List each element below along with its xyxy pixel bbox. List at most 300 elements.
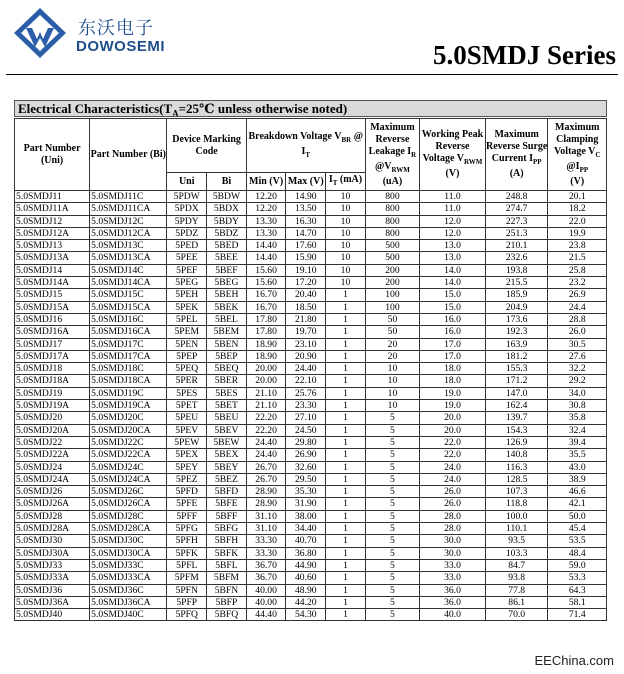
- table-cell: 15.0: [420, 289, 486, 301]
- table-cell: 21.80: [286, 313, 326, 325]
- table-cell: 126.9: [485, 436, 548, 448]
- table-cell: 5BEU: [207, 412, 247, 424]
- table-row: [15, 252, 607, 264]
- table-cell: 1: [326, 535, 366, 547]
- table-cell: 5PEZ: [167, 473, 207, 485]
- table-cell: 18.0: [420, 375, 486, 387]
- table-cell: 10: [326, 240, 366, 252]
- table-cell: 5.0SMDJ12A: [15, 227, 90, 239]
- table-cell: 15.90: [286, 252, 326, 264]
- table-cell: 5: [365, 412, 419, 424]
- table-cell: 26.0: [548, 326, 607, 338]
- table-cell: 10: [326, 277, 366, 289]
- table-cell: 39.4: [548, 436, 607, 448]
- table-cell: 5BES: [207, 387, 247, 399]
- header-breakdown: Breakdown Voltage $V_{BR}$ @ $I_T$: [246, 119, 365, 173]
- table-cell: 5.0SMDJ26C: [90, 486, 167, 498]
- table-cell: 18.2: [548, 203, 607, 215]
- table-cell: 232.6: [485, 252, 548, 264]
- table-cell: 154.3: [485, 424, 548, 436]
- table-row: [15, 227, 607, 239]
- table-row: [15, 240, 607, 252]
- table-cell: 800: [365, 227, 419, 239]
- table-cell: 20: [365, 350, 419, 362]
- table-cell: 5BEL: [207, 313, 247, 325]
- table-cell: 5.0SMDJ33: [15, 559, 90, 571]
- table-cell: 5.0SMDJ26CA: [90, 498, 167, 510]
- table-row: [15, 191, 607, 203]
- table-cell: 5.0SMDJ20C: [90, 412, 167, 424]
- table-cell: 5: [365, 449, 419, 461]
- table-cell: 86.1: [485, 596, 548, 608]
- table-row: [15, 215, 607, 227]
- table-cell: 100.0: [485, 510, 548, 522]
- table-cell: 5BEV: [207, 424, 247, 436]
- table-cell: 5.0SMDJ14CA: [90, 277, 167, 289]
- table-cell: 274.7: [485, 203, 548, 215]
- table-row: [15, 313, 607, 325]
- table-cell: 5.0SMDJ40: [15, 609, 90, 621]
- header-part-bi: Part Number (Bi): [90, 119, 167, 191]
- table-cell: 5.0SMDJ16CA: [90, 326, 167, 338]
- table-cell: 5.0SMDJ26A: [15, 498, 90, 510]
- table-cell: 26.70: [246, 461, 286, 473]
- table-cell: 103.3: [485, 547, 548, 559]
- table-cell: 16.70: [246, 301, 286, 313]
- table-cell: 18.0: [420, 363, 486, 375]
- table-row: [15, 572, 607, 584]
- table-cell: 5.0SMDJ15CA: [90, 301, 167, 313]
- table-cell: 22.20: [246, 424, 286, 436]
- table-cell: 5BFG: [207, 523, 247, 535]
- table-cell: 5.0SMDJ22CA: [90, 449, 167, 461]
- table-cell: 33.30: [246, 547, 286, 559]
- table-cell: 5.0SMDJ17C: [90, 338, 167, 350]
- table-cell: 5BDW: [207, 191, 247, 203]
- table-cell: 64.3: [548, 584, 607, 596]
- table-cell: 5: [365, 559, 419, 571]
- table-cell: 5PEQ: [167, 363, 207, 375]
- table-cell: 5PEW: [167, 436, 207, 448]
- table-cell: 5BEF: [207, 264, 247, 276]
- table-cell: 1: [326, 584, 366, 596]
- table-cell: 12.20: [246, 203, 286, 215]
- table-cell: 59.0: [548, 559, 607, 571]
- table-cell: 5.0SMDJ13A: [15, 252, 90, 264]
- table-cell: 35.5: [548, 449, 607, 461]
- table-cell: 5PEX: [167, 449, 207, 461]
- table-cell: 5PER: [167, 375, 207, 387]
- table-cell: 14.40: [246, 252, 286, 264]
- table-cell: 5PEV: [167, 424, 207, 436]
- table-cell: 5.0SMDJ15A: [15, 301, 90, 313]
- table-cell: 24.50: [286, 424, 326, 436]
- table-cell: 5.0SMDJ12: [15, 215, 90, 227]
- table-cell: 227.3: [485, 215, 548, 227]
- table-row: [15, 264, 607, 276]
- table-cell: 30.5: [548, 338, 607, 350]
- table-cell: 5.0SMDJ19C: [90, 387, 167, 399]
- table-row: [15, 375, 607, 387]
- electrical-characteristics-table: [14, 118, 607, 621]
- table-cell: 100: [365, 301, 419, 313]
- table-cell: 14.0: [420, 277, 486, 289]
- table-cell: 10: [365, 387, 419, 399]
- table-cell: 5BDX: [207, 203, 247, 215]
- table-cell: 5BFE: [207, 498, 247, 510]
- table-cell: 34.0: [548, 387, 607, 399]
- table-cell: 5BEN: [207, 338, 247, 350]
- table-cell: 5BFP: [207, 596, 247, 608]
- table-cell: 93.5: [485, 535, 548, 547]
- table-cell: 800: [365, 191, 419, 203]
- table-cell: 5.0SMDJ19: [15, 387, 90, 399]
- table-cell: 21.10: [246, 387, 286, 399]
- table-cell: 5.0SMDJ18CA: [90, 375, 167, 387]
- table-cell: 32.2: [548, 363, 607, 375]
- table-cell: 200: [365, 277, 419, 289]
- table-cell: 50.0: [548, 510, 607, 522]
- table-cell: 1: [326, 559, 366, 571]
- table-cell: 10: [326, 203, 366, 215]
- table-cell: 1: [326, 498, 366, 510]
- table-cell: 16.0: [420, 313, 486, 325]
- table-cell: 20.00: [246, 375, 286, 387]
- table-cell: 22.0: [548, 215, 607, 227]
- table-cell: 44.40: [246, 609, 286, 621]
- table-cell: 28.90: [246, 486, 286, 498]
- table-cell: 40.70: [286, 535, 326, 547]
- table-cell: 5BEX: [207, 449, 247, 461]
- table-cell: 13.30: [246, 215, 286, 227]
- table-cell: 17.60: [286, 240, 326, 252]
- table-cell: 19.10: [286, 264, 326, 276]
- table-row: [15, 424, 607, 436]
- table-cell: 19.70: [286, 326, 326, 338]
- table-cell: 5.0SMDJ30A: [15, 547, 90, 559]
- table-cell: 43.0: [548, 461, 607, 473]
- table-cell: 36.80: [286, 547, 326, 559]
- table-cell: 28.0: [420, 523, 486, 535]
- table-cell: 5BEQ: [207, 363, 247, 375]
- table-cell: 200: [365, 264, 419, 276]
- table-cell: 10: [326, 264, 366, 276]
- table-cell: 19.9: [548, 227, 607, 239]
- table-cell: 5.0SMDJ26: [15, 486, 90, 498]
- table-cell: 5.0SMDJ14A: [15, 277, 90, 289]
- table-cell: 800: [365, 215, 419, 227]
- table-cell: 5BED: [207, 240, 247, 252]
- table-cell: 23.8: [548, 240, 607, 252]
- table-cell: 32.4: [548, 424, 607, 436]
- table-cell: 5: [365, 498, 419, 510]
- table-row: [15, 387, 607, 399]
- table-row: [15, 473, 607, 485]
- table-cell: 17.20: [286, 277, 326, 289]
- table-cell: 1: [326, 363, 366, 375]
- table-cell: 13.50: [286, 203, 326, 215]
- table-cell: 5: [365, 584, 419, 596]
- table-cell: 23.30: [286, 400, 326, 412]
- table-cell: 5: [365, 461, 419, 473]
- table-cell: 110.1: [485, 523, 548, 535]
- table-row: [15, 203, 607, 215]
- table-cell: 5: [365, 547, 419, 559]
- table-cell: 20.1: [548, 191, 607, 203]
- table-cell: 5.0SMDJ24A: [15, 473, 90, 485]
- dowosemi-logo-icon: [12, 6, 68, 60]
- table-cell: 118.8: [485, 498, 548, 510]
- table-cell: 5BEK: [207, 301, 247, 313]
- header-marking-bi: Bi: [207, 173, 247, 191]
- table-cell: 50: [365, 326, 419, 338]
- table-cell: 1: [326, 436, 366, 448]
- table-cell: 5BEZ: [207, 473, 247, 485]
- table-cell: 1: [326, 424, 366, 436]
- table-cell: 5: [365, 510, 419, 522]
- table-cell: 1: [326, 510, 366, 522]
- table-cell: 5: [365, 436, 419, 448]
- table-cell: 248.8: [485, 191, 548, 203]
- watermark: EEChina.com: [534, 653, 614, 668]
- table-row: [15, 400, 607, 412]
- table-cell: 5.0SMDJ12CA: [90, 227, 167, 239]
- table-cell: 5PEU: [167, 412, 207, 424]
- table-cell: 5.0SMDJ20A: [15, 424, 90, 436]
- table-cell: 1: [326, 523, 366, 535]
- table-cell: 5BFK: [207, 547, 247, 559]
- table-cell: 50: [365, 313, 419, 325]
- table-cell: 5BEE: [207, 252, 247, 264]
- table-cell: 70.0: [485, 609, 548, 621]
- table-cell: 5PDW: [167, 191, 207, 203]
- table-cell: 5BFH: [207, 535, 247, 547]
- table-cell: 28.90: [246, 498, 286, 510]
- table-cell: 1: [326, 596, 366, 608]
- table-row: [15, 510, 607, 522]
- table-cell: 14.0: [420, 264, 486, 276]
- table-cell: 5.0SMDJ14C: [90, 264, 167, 276]
- table-cell: 5.0SMDJ22: [15, 436, 90, 448]
- section-title: Electrical $Characteristics(T_A=25℃$ unless otherwise noted): [14, 100, 607, 117]
- table-cell: 20.0: [420, 412, 486, 424]
- table-cell: 5.0SMDJ33CA: [90, 572, 167, 584]
- header-it: $I_T$ (mA): [326, 173, 366, 191]
- table-cell: 12.0: [420, 227, 486, 239]
- table-cell: 5: [365, 572, 419, 584]
- table-cell: 5BFL: [207, 559, 247, 571]
- table-cell: 5.0SMDJ22A: [15, 449, 90, 461]
- table-cell: 17.80: [246, 313, 286, 325]
- table-cell: 5PEF: [167, 264, 207, 276]
- table-cell: 30.0: [420, 547, 486, 559]
- table-cell: 14.90: [286, 191, 326, 203]
- table-cell: 24.40: [246, 436, 286, 448]
- table-cell: 30.0: [420, 535, 486, 547]
- table-cell: 14.70: [286, 227, 326, 239]
- table-cell: 5BDY: [207, 215, 247, 227]
- table-cell: 193.8: [485, 264, 548, 276]
- table-cell: 5PEH: [167, 289, 207, 301]
- table-cell: 5: [365, 473, 419, 485]
- table-row: [15, 486, 607, 498]
- table-cell: 1: [326, 572, 366, 584]
- table-cell: 5.0SMDJ13C: [90, 240, 167, 252]
- table-cell: 29.2: [548, 375, 607, 387]
- table-cell: 17.0: [420, 338, 486, 350]
- table-row: [15, 449, 607, 461]
- table-cell: 27.10: [286, 412, 326, 424]
- table-cell: 5PFF: [167, 510, 207, 522]
- table-cell: 1: [326, 400, 366, 412]
- table-cell: 5PEP: [167, 350, 207, 362]
- table-cell: 29.80: [286, 436, 326, 448]
- table-cell: 5.0SMDJ16A: [15, 326, 90, 338]
- table-cell: 23.2: [548, 277, 607, 289]
- table-cell: 31.90: [286, 498, 326, 510]
- table-cell: 5.0SMDJ13CA: [90, 252, 167, 264]
- table-cell: 5: [365, 424, 419, 436]
- table-cell: 204.9: [485, 301, 548, 313]
- table-cell: 45.4: [548, 523, 607, 535]
- table-cell: 17.0: [420, 350, 486, 362]
- table-cell: 5.0SMDJ14: [15, 264, 90, 276]
- table-cell: 13.0: [420, 252, 486, 264]
- table-cell: 5.0SMDJ33C: [90, 559, 167, 571]
- table-cell: 5BER: [207, 375, 247, 387]
- table-cell: 5.0SMDJ12C: [90, 215, 167, 227]
- table-row: [15, 584, 607, 596]
- table-cell: 5.0SMDJ16C: [90, 313, 167, 325]
- table-cell: 5.0SMDJ11C: [90, 191, 167, 203]
- table-cell: 5.0SMDJ28A: [15, 523, 90, 535]
- table-cell: 30.8: [548, 400, 607, 412]
- table-cell: 5.0SMDJ28: [15, 510, 90, 522]
- table-cell: 100: [365, 289, 419, 301]
- table-cell: 5.0SMDJ20CA: [90, 424, 167, 436]
- table-cell: 5BFM: [207, 572, 247, 584]
- table-cell: 53.3: [548, 572, 607, 584]
- table-cell: 5.0SMDJ28C: [90, 510, 167, 522]
- table-cell: 26.9: [548, 289, 607, 301]
- table-cell: 10: [326, 252, 366, 264]
- table-cell: 5.0SMDJ11A: [15, 203, 90, 215]
- table-cell: 5PDX: [167, 203, 207, 215]
- table-cell: 5.0SMDJ18A: [15, 375, 90, 387]
- table-cell: 28.0: [420, 510, 486, 522]
- table-cell: 5BEW: [207, 436, 247, 448]
- table-cell: 5.0SMDJ18: [15, 363, 90, 375]
- table-cell: 35.8: [548, 412, 607, 424]
- table-cell: 16.30: [286, 215, 326, 227]
- table-cell: 10: [365, 363, 419, 375]
- table-cell: 42.1: [548, 498, 607, 510]
- table-cell: 93.8: [485, 572, 548, 584]
- header-part-uni: Part Number (Uni): [15, 119, 90, 191]
- table-cell: 5.0SMDJ11: [15, 191, 90, 203]
- table-cell: 19.0: [420, 387, 486, 399]
- table-row: [15, 523, 607, 535]
- table-cell: 5.0SMDJ36A: [15, 596, 90, 608]
- table-cell: 26.0: [420, 498, 486, 510]
- table-cell: 5PEG: [167, 277, 207, 289]
- table-cell: 40.00: [246, 596, 286, 608]
- table-cell: 5PFD: [167, 486, 207, 498]
- table-cell: 10: [326, 215, 366, 227]
- table-cell: 44.90: [286, 559, 326, 571]
- table-cell: 5BFQ: [207, 609, 247, 621]
- table-cell: 5BFD: [207, 486, 247, 498]
- table-cell: 1: [326, 313, 366, 325]
- table-cell: 13.0: [420, 240, 486, 252]
- table-row: [15, 559, 607, 571]
- table-cell: 1: [326, 350, 366, 362]
- table-cell: 5PEY: [167, 461, 207, 473]
- table-cell: 1: [326, 289, 366, 301]
- table-cell: 15.60: [246, 277, 286, 289]
- table-cell: 181.2: [485, 350, 548, 362]
- table-cell: 1: [326, 412, 366, 424]
- table-cell: 107.3: [485, 486, 548, 498]
- table-cell: 24.4: [548, 301, 607, 313]
- table-row: [15, 609, 607, 621]
- table-row: [15, 596, 607, 608]
- table-cell: 1: [326, 301, 366, 313]
- table-cell: 36.0: [420, 596, 486, 608]
- table-cell: 15.60: [246, 264, 286, 276]
- table-cell: 31.10: [246, 523, 286, 535]
- table-cell: 17.80: [246, 326, 286, 338]
- table-cell: 54.30: [286, 609, 326, 621]
- table-row: [15, 338, 607, 350]
- table-cell: 210.1: [485, 240, 548, 252]
- table-cell: 40.60: [286, 572, 326, 584]
- table-cell: 5BET: [207, 400, 247, 412]
- table-cell: 34.40: [286, 523, 326, 535]
- table-cell: 1: [326, 486, 366, 498]
- table-cell: 24.0: [420, 461, 486, 473]
- table-cell: 1: [326, 326, 366, 338]
- table-cell: 21.10: [246, 400, 286, 412]
- table-cell: 20.00: [246, 363, 286, 375]
- table-cell: 58.1: [548, 596, 607, 608]
- header-leakage: Maximum Reverse Leakage $I_R$ $@V_{RWM}$ (uA): [365, 119, 419, 191]
- table-cell: 25.8: [548, 264, 607, 276]
- table-cell: 21.5: [548, 252, 607, 264]
- table-cell: 5PDZ: [167, 227, 207, 239]
- table-cell: 84.7: [485, 559, 548, 571]
- table-cell: 128.5: [485, 473, 548, 485]
- table-cell: 26.70: [246, 473, 286, 485]
- table-cell: 10: [326, 227, 366, 239]
- table-cell: 1: [326, 449, 366, 461]
- table-cell: 1: [326, 473, 366, 485]
- table-cell: 116.3: [485, 461, 548, 473]
- table-cell: 5PEM: [167, 326, 207, 338]
- table-cell: 5BFN: [207, 584, 247, 596]
- table-cell: 31.10: [246, 510, 286, 522]
- table-row: [15, 289, 607, 301]
- table-cell: 5.0SMDJ17CA: [90, 350, 167, 362]
- table-row: [15, 535, 607, 547]
- table-cell: 162.4: [485, 400, 548, 412]
- table-cell: 33.0: [420, 559, 486, 571]
- table-cell: 28.8: [548, 313, 607, 325]
- header-ipp: Maximum Reverse Surge Current $I_{PP}$ (A): [485, 119, 548, 191]
- table-cell: 5.0SMDJ11CA: [90, 203, 167, 215]
- header-vmax: Max (V): [286, 173, 326, 191]
- table-cell: 26.0: [420, 486, 486, 498]
